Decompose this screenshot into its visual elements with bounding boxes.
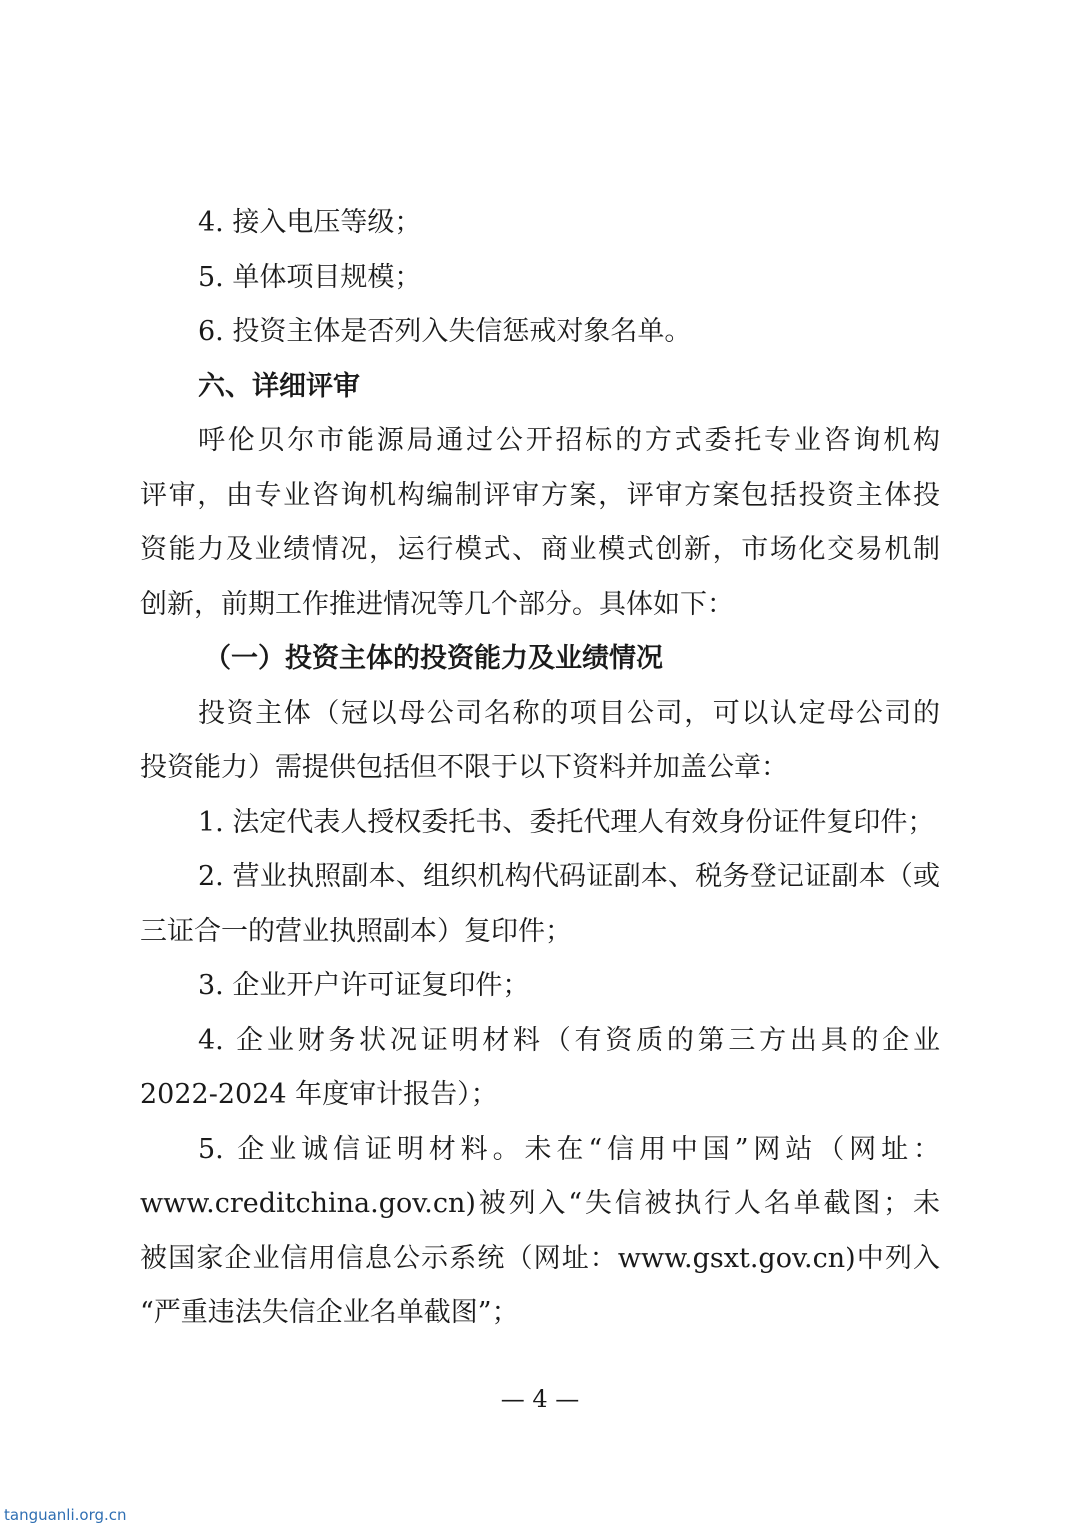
paragraph-line: 投资主体（冠以母公司名称的项目公司，可以认定母公司的 (198, 697, 940, 729)
list-item-financial-status: 4. 企业财务状况证明材料（有资质的第三方出具的企业 (198, 1024, 940, 1056)
paragraph-line: 呼伦贝尔市能源局通过公开招标的方式委托专业咨询机构 (198, 425, 940, 456)
watermark: tanguanli.org.cn (4, 1506, 127, 1524)
page-number: — 4 — (500, 1385, 580, 1413)
list-item-business-license: 2. 营业执照副本、组织机构代码证副本、税务登记证副本（或 (198, 861, 940, 892)
list-item-continuation: “严重违法失信企业名单截图”； (140, 1297, 519, 1328)
list-item-continuation: 2022-2024 年度审计报告）； (140, 1079, 498, 1110)
list-item-continuation: www.creditchina.gov.cn)被列入“失信被执行人名单截图；未 (140, 1188, 940, 1219)
list-item-credit-blacklist: 6. 投资主体是否列入失信惩戒对象名单。 (198, 316, 692, 347)
list-item-continuation: 被国家企业信用信息公示系统（网址：www.gsxt.gov.cn)中列入 (140, 1242, 940, 1274)
list-item-voltage-level: 4. 接入电压等级； (198, 207, 422, 238)
paragraph-line: 投资能力）需提供包括但不限于以下资料并加盖公章： (140, 752, 788, 783)
paragraph-line: 评审，由专业咨询机构编制评审方案，评审方案包括投资主体投 (140, 479, 940, 511)
list-item-continuation: 三证合一的营业执照副本）复印件； (140, 915, 572, 947)
document-body (140, 196, 940, 1341)
list-item-project-scale: 5. 单体项目规模； (198, 261, 422, 293)
paragraph-line: 创新，前期工作推进情况等几个部分。具体如下： (140, 588, 734, 620)
list-item-account-permit: 3. 企业开户许可证复印件； (198, 970, 530, 1001)
section-heading-detailed-review: 六、详细评审 (198, 370, 360, 402)
list-item-authorization: 1. 法定代表人授权委托书、委托代理人有效身份证件复印件； (198, 806, 935, 838)
paragraph-line: 资能力及业绩情况，运行模式、商业模式创新，市场化交易机制 (140, 534, 940, 565)
subsection-heading-investment-capacity: （一）投资主体的投资能力及业绩情况 (204, 643, 663, 674)
list-item-credit-proof: 5. 企业诚信证明材料。未在“信用中国”网站（网址： (198, 1133, 940, 1165)
